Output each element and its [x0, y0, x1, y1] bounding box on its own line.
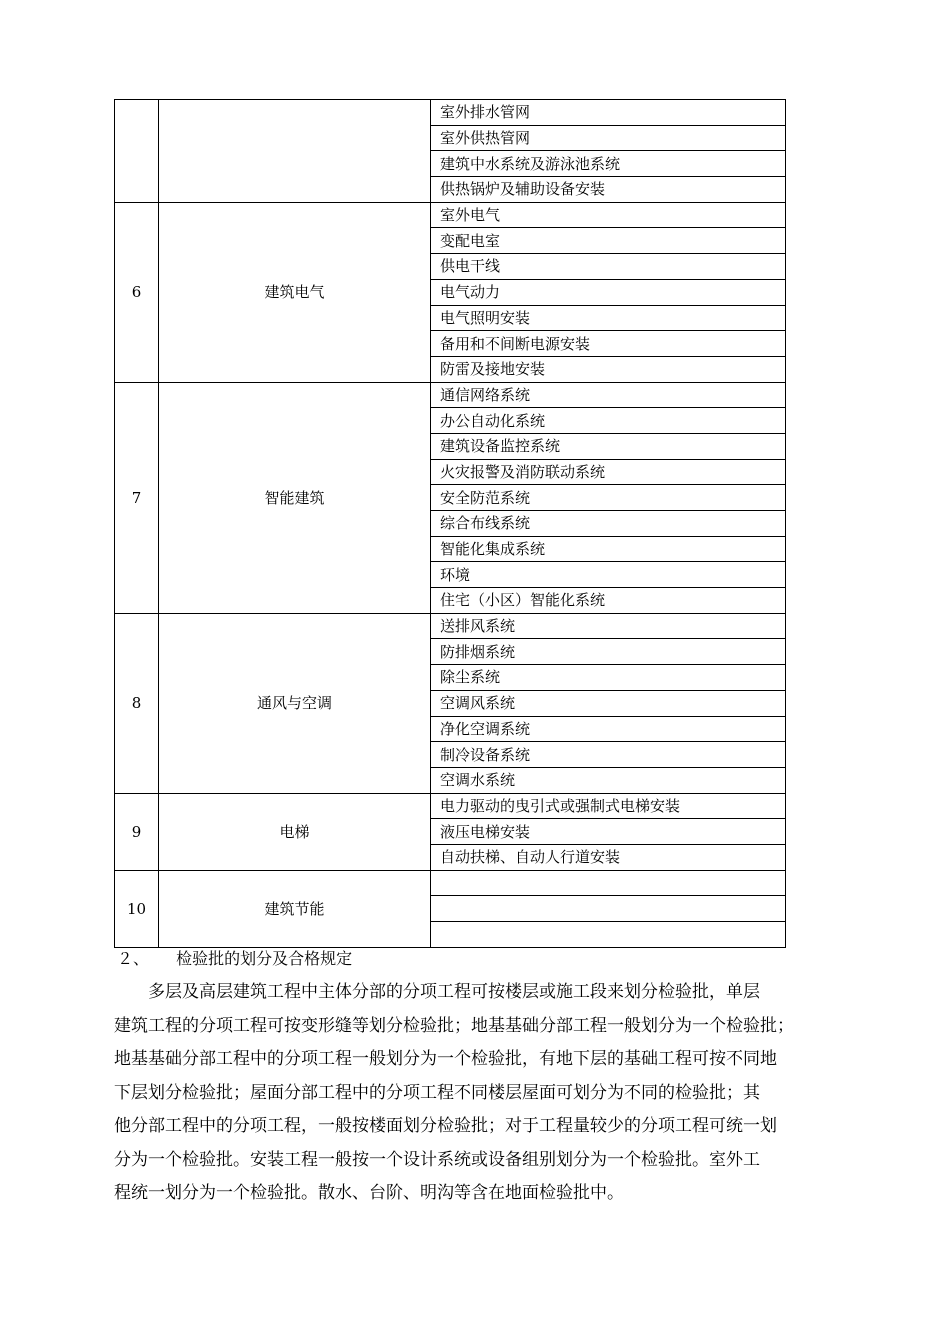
subdivision-item: 自动扶梯、自动人行道安装: [431, 844, 786, 870]
subdivision-item: [431, 922, 786, 948]
subdivision-item: [431, 870, 786, 896]
subdivision-item: 供热锅炉及辅助设备安装: [431, 177, 786, 203]
table-row: [115, 202, 786, 228]
division-name: 建筑节能: [159, 870, 431, 947]
subdivision-item: 电气照明安装: [431, 305, 786, 331]
division-number: 9: [115, 793, 159, 870]
division-number: 6: [115, 202, 159, 382]
subdivision-item: 智能化集成系统: [431, 536, 786, 562]
table-row: [115, 793, 786, 819]
division-number: 8: [115, 613, 159, 793]
division-number: 10: [115, 870, 159, 947]
subdivision-item: 电力驱动的曳引式或强制式电梯安装: [431, 793, 786, 819]
subdivision-item: 综合布线系统: [431, 511, 786, 537]
section-paragraph: [114, 976, 862, 1211]
subdivision-item: 通信网络系统: [431, 382, 786, 408]
subdivision-item: 建筑中水系统及游泳池系统: [431, 151, 786, 177]
table-row: [115, 382, 786, 408]
division-name: [159, 100, 431, 203]
subdivision-item: 环境: [431, 562, 786, 588]
paragraph-line: 分为一个检验批。安装工程一般按一个设计系统或设备组别划分为一个检验批。室外工: [114, 1149, 760, 1170]
subdivision-item: 室外电气: [431, 202, 786, 228]
division-name: 通风与空调: [159, 613, 431, 793]
table-row: [115, 870, 786, 896]
subdivision-item: 火灾报警及消防联动系统: [431, 459, 786, 485]
subdivision-item: 变配电室: [431, 228, 786, 254]
subdivision-item: 送排风系统: [431, 613, 786, 639]
subdivision-item: 供电干线: [431, 254, 786, 280]
paragraph-line: 地基基础分部工程中的分项工程一般划分为一个检验批，有地下层的基础工程可按不同地: [114, 1049, 777, 1069]
paragraph-line: 多层及高层建筑工程中主体分部的分项工程可按楼层或施工段来划分检验批，单层: [114, 982, 760, 1002]
division-name: 建筑电气: [159, 202, 431, 382]
division-number: [115, 100, 159, 203]
subdivision-item: 备用和不间断电源安装: [431, 331, 786, 357]
section-number: ２、: [117, 949, 150, 968]
subdivision-item: 办公自动化系统: [431, 408, 786, 434]
subdivision-item: 电气动力: [431, 279, 786, 305]
subdivision-item: 制冷设备系统: [431, 742, 786, 768]
division-name: 智能建筑: [159, 382, 431, 613]
subdivision-item: 净化空调系统: [431, 716, 786, 742]
subdivision-item: 空调风系统: [431, 690, 786, 716]
subdivision-item: 防雷及接地安装: [431, 356, 786, 382]
subdivision-item: 住宅（小区）智能化系统: [431, 588, 786, 614]
paragraph-line: 下层划分检验批；屋面分部工程中的分项工程不同楼层屋面可划分为不同的检验批；其: [114, 1082, 760, 1103]
division-name: 电梯: [159, 793, 431, 870]
paragraph-line: 他分部工程中的分项工程，一般按楼面划分检验批；对于工程量较少的分项工程可统一划: [114, 1116, 777, 1136]
division-number: 7: [115, 382, 159, 613]
division-table: [114, 99, 786, 948]
subdivision-item: 防排烟系统: [431, 639, 786, 665]
subdivision-item: [431, 896, 786, 922]
subdivision-item: 建筑设备监控系统: [431, 433, 786, 459]
section-title: 检验批的划分及合格规定: [176, 949, 353, 968]
section-heading: [117, 946, 352, 969]
table-row: [115, 100, 786, 126]
subdivision-item: 室外排水管网: [431, 100, 786, 126]
subdivision-item: 安全防范系统: [431, 485, 786, 511]
subdivision-item: 液压电梯安装: [431, 819, 786, 845]
paragraph-line: 建筑工程的分项工程可按变形缝等划分检验批；地基基础分部工程一般划分为一个检验批；: [114, 1015, 794, 1036]
division-table-body: [115, 100, 786, 948]
subdivision-item: 室外供热管网: [431, 125, 786, 151]
subdivision-item: 除尘系统: [431, 665, 786, 691]
subdivision-item: 空调水系统: [431, 767, 786, 793]
table-row: [115, 613, 786, 639]
paragraph-line: 程统一划分为一个检验批。散水、台阶、明沟等含在地面检验批中。: [114, 1183, 624, 1203]
